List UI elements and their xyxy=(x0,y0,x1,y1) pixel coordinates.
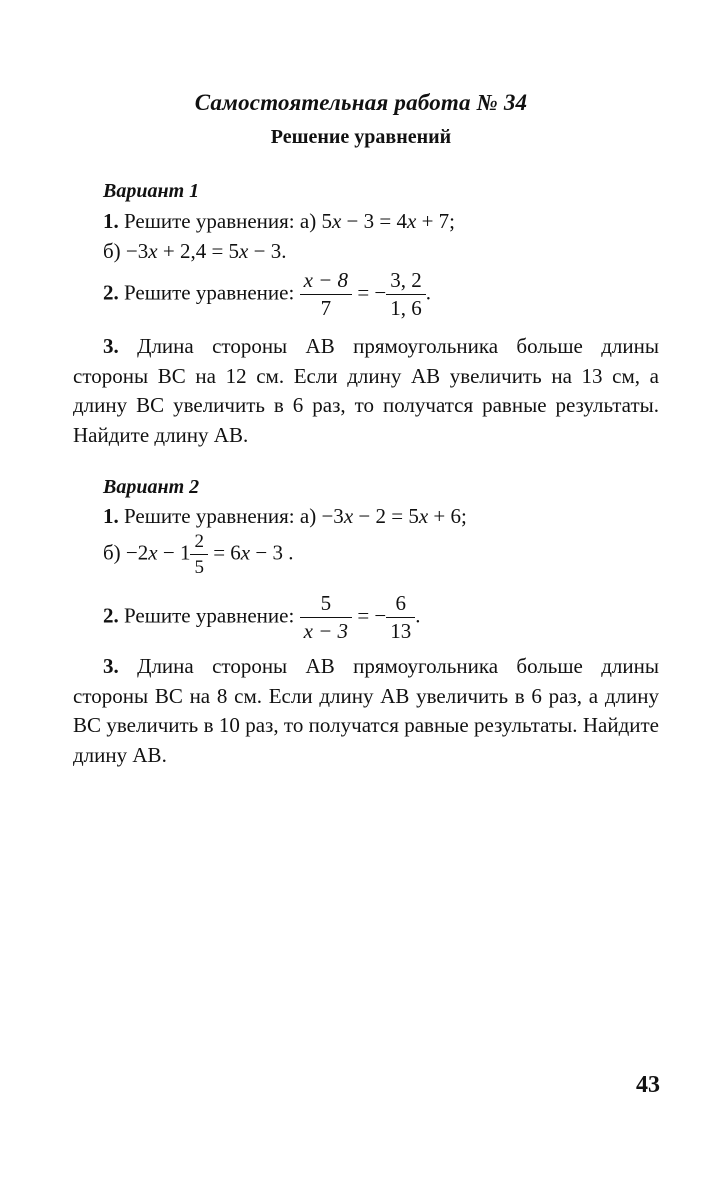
equation-part: + 7; xyxy=(416,209,455,233)
fraction-numerator: 2 xyxy=(190,532,208,555)
fraction-denominator: 7 xyxy=(320,296,332,320)
variant-1-task-1-line-b xyxy=(103,238,286,264)
variant-2-task-3 xyxy=(73,652,659,770)
variable-x: x xyxy=(148,239,158,263)
task-number: 3. xyxy=(103,334,119,358)
variable-x: x xyxy=(240,540,251,565)
fraction xyxy=(386,593,415,642)
fraction xyxy=(300,270,353,319)
page-number: 43 xyxy=(636,1072,660,1098)
variant-2-task-2 xyxy=(103,593,421,642)
equation-part: = 6 xyxy=(207,540,241,565)
task-number: 2. xyxy=(103,603,119,628)
equation-part: − 3. xyxy=(248,239,287,263)
equation-part: . xyxy=(415,603,421,628)
fraction-numerator: x − 8 xyxy=(300,270,353,295)
task-text: Решите уравнение: xyxy=(124,280,295,305)
variant-2-task-1-line-b xyxy=(103,532,293,577)
equation-part: − 3 = 4 xyxy=(341,209,407,233)
task-number: 2. xyxy=(103,280,119,305)
equation-part: = − xyxy=(352,280,387,305)
variable-x: x xyxy=(331,209,342,233)
fraction-denominator: x − 3 xyxy=(303,619,349,643)
fraction-denominator: 5 xyxy=(194,557,204,578)
fraction-numerator: 6 xyxy=(386,593,415,618)
task-number: 3. xyxy=(103,654,119,678)
task-number: 1. xyxy=(103,209,119,233)
task-text: Решите уравнение: xyxy=(124,603,295,628)
fraction-denominator: 1, 6 xyxy=(390,296,422,320)
task-number: 1. xyxy=(103,504,119,528)
fraction xyxy=(386,270,426,319)
task-text: Решите уравнения: а) 5 xyxy=(124,209,332,233)
equation-part: − 2 = 5 xyxy=(353,504,419,528)
fraction-numerator: 3, 2 xyxy=(386,270,426,295)
variable-x: x xyxy=(239,239,249,263)
equation-part: − 1 xyxy=(157,540,191,565)
fraction-numerator: 5 xyxy=(300,593,353,618)
variant-1-task-1-line-a xyxy=(103,208,455,234)
equation-part: . xyxy=(425,280,431,305)
fraction xyxy=(300,593,353,642)
variant-1-task-3 xyxy=(73,332,659,450)
variable-x: x xyxy=(406,209,417,233)
variant-2-heading: Вариант 2 xyxy=(103,476,200,498)
task-text: Длина стороны AB прямоугольника больше длины стороны BC на 8 см. Если длину AB увеличить в 6 раз, а длину BC увеличить в 10 раз, то получатся равные результаты. Найдите длину AB. xyxy=(73,654,659,767)
variable-x: x xyxy=(148,540,158,565)
equation-part: б) −2 xyxy=(103,540,149,565)
equation-part: − 3 . xyxy=(250,540,294,565)
fraction-denominator: 13 xyxy=(390,619,412,643)
variant-2-task-1-line-a xyxy=(103,503,467,529)
variant-1-task-2 xyxy=(103,270,431,319)
page-title: Самостоятельная работа № 34 xyxy=(194,90,528,115)
variable-x: x xyxy=(418,504,429,528)
equation-part: = − xyxy=(352,603,387,628)
page-subtitle: Решение уравнений xyxy=(270,126,452,148)
equation-part: + 6; xyxy=(428,504,467,528)
mixed-fraction xyxy=(190,532,208,577)
equation-part: + 2,4 = 5 xyxy=(157,239,240,263)
task-text: Длина стороны AB прямоугольника больше длины стороны BC на 12 см. Если длину AB увеличить на 13 см, а длину BC увеличить в 6 раз, то получатся равные результаты. Найдите длину AB. xyxy=(73,334,659,447)
equation-part: б) −3 xyxy=(103,239,149,263)
variable-x: x xyxy=(343,504,354,528)
variant-1-heading: Вариант 1 xyxy=(103,180,200,202)
task-text: Решите уравнения: а) −3 xyxy=(124,504,344,528)
